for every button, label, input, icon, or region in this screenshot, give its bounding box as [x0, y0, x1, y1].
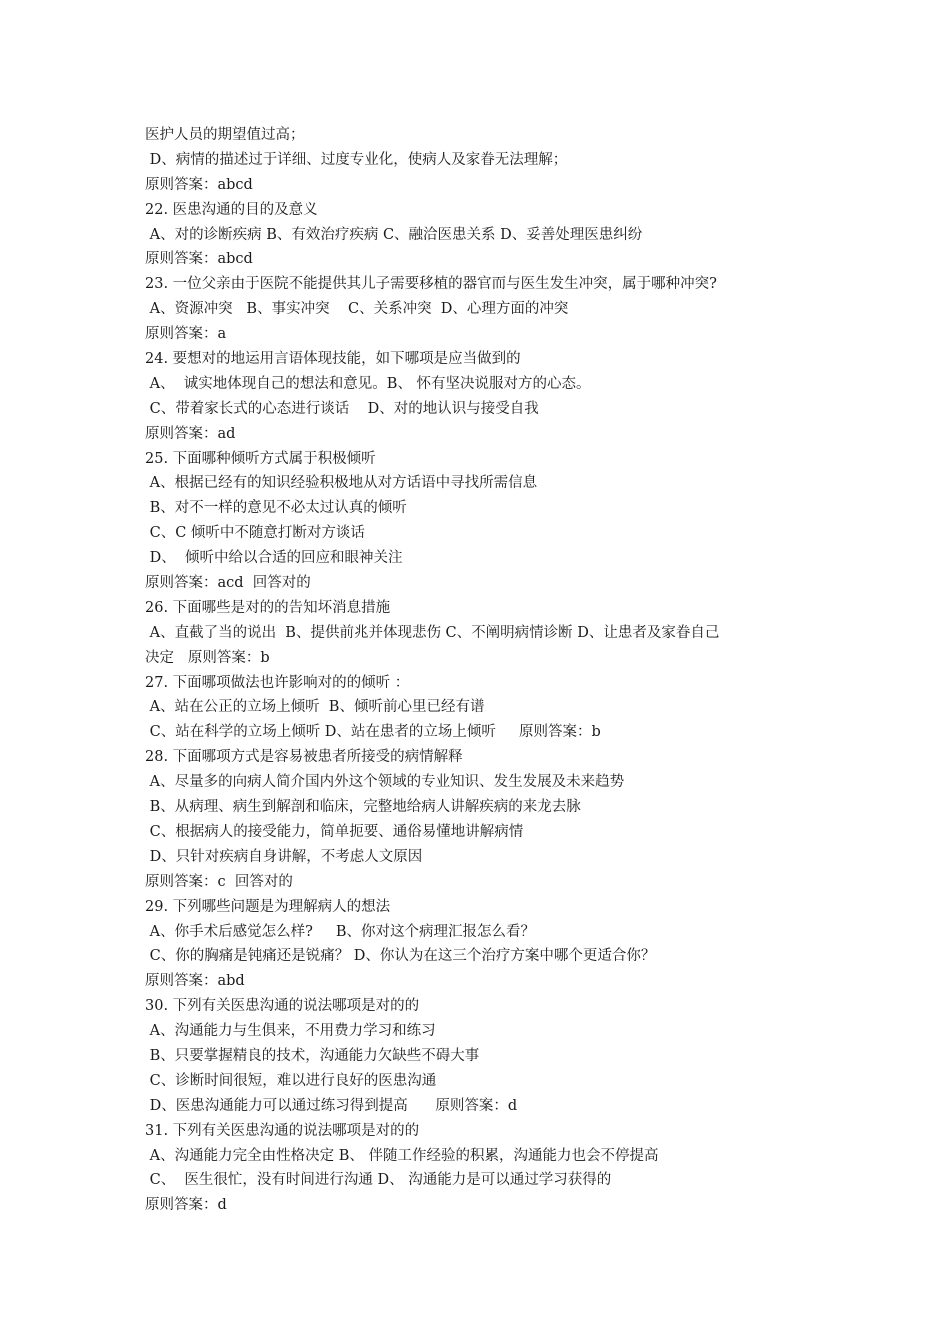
option-line: B、只要掌握精良的技术，沟通能力欠缺些不碍大事	[145, 1047, 480, 1064]
option-line: A、沟通能力完全由性格决定 B、 伴随工作经验的积累，沟通能力也会不停提高	[145, 1147, 659, 1164]
option-line: B、对不一样的意见不必太过认真的倾听	[145, 500, 407, 517]
answer-line: 决定 原则答案：b	[145, 649, 270, 666]
option-line: C、你的胸痛是钝痛还是锐痛？ D、你认为在这三个治疗方案中哪个更适合你？	[145, 948, 656, 965]
option-line: C、站在科学的立场上倾听 D、站在患者的立场上倾听 原则答案：b	[145, 724, 601, 741]
option-line: A、沟通能力与生俱来，不用费力学习和练习	[145, 1023, 436, 1040]
option-line: A、尽量多的向病人简介国内外这个领域的专业知识、发生发展及未来趋势	[145, 774, 625, 791]
question-25: 25. 下面哪种倾听方式属于积极倾听	[145, 450, 376, 467]
option-line: A、站在公正的立场上倾听 B、倾听前心里已经有谱	[145, 699, 485, 716]
question-27: 27. 下面哪项做法也许影响对的的倾听 ：	[145, 674, 410, 691]
question-24: 24. 要想对的地运用言语体现技能，如下哪项是应当做到的	[145, 351, 521, 368]
question-30: 30. 下列有关医患沟通的说法哪项是对的的	[145, 998, 420, 1015]
question-28: 28. 下面哪项方式是容易被患者所接受的病情解释	[145, 749, 463, 766]
answer-line: 原则答案：ad	[145, 425, 236, 442]
question-26: 26. 下面哪些是对的的告知坏消息措施	[145, 599, 391, 616]
option-line: C、根据病人的接受能力，简单扼要、通俗易懂地讲解病情	[145, 823, 524, 840]
question-29: 29. 下列哪些问题是为理解病人的想法	[145, 898, 391, 915]
question-31: 31. 下列有关医患沟通的说法哪项是对的的	[145, 1122, 420, 1139]
option-line: B、从病理、病生到解剖和临床，完整地给病人讲解疾病的来龙去脉	[145, 799, 581, 816]
text-line: 医护人员的期望值过高；	[145, 127, 305, 143]
option-line: C、诊断时间很短，难以进行良好的医患沟通	[145, 1072, 437, 1089]
option-line: C、带着家长式的心态进行谈话 D、对的地认识与接受自我	[145, 400, 539, 417]
answer-line: 原则答案：acd 回答对的	[145, 575, 311, 592]
option-line: C、C 倾听中不随意打断对方谈话	[145, 525, 365, 542]
question-23: 23. 一位父亲由于医院不能提供其儿子需要移植的器官而与医生发生冲突，属于哪种冲突?	[145, 276, 717, 293]
document-body	[145, 123, 825, 1218]
option-line: A、 诚实地体现自己的想法和意见。B、 怀有坚决说服对方的心态。	[145, 375, 591, 392]
option-line: C、 医生很忙，没有时间进行沟通 D、 沟通能力是可以通过学习获得的	[145, 1172, 612, 1189]
answer-line: 原则答案：abd	[145, 973, 245, 990]
answer-line: 原则答案：abcd	[145, 251, 253, 268]
option-line: D、 倾听中给以合适的回应和眼神关注	[145, 550, 403, 567]
option-line: A、资源冲突 B、事实冲突 C、关系冲突 D、心理方面的冲突	[145, 301, 569, 318]
option-line: D、病情的描述过于详细、过度专业化，使病人及家眷无法理解；	[145, 151, 568, 168]
option-line: D、只针对疾病自身讲解，不考虑人文原因	[145, 848, 423, 865]
question-22: 22. 医患沟通的目的及意义	[145, 201, 318, 218]
option-line: A、对的诊断疾病 B、有效治疗疾病 C、融洽医患关系 D、妥善处理医患纠纷	[145, 226, 643, 243]
answer-line: 原则答案：a	[145, 326, 227, 343]
option-line: A、直截了当的说出 B、提供前兆并体现悲伤 C、不阐明病情诊断 D、让患者及家眷自己	[145, 624, 720, 641]
answer-line: 原则答案：c 回答对的	[145, 873, 293, 890]
option-line: D、医患沟通能力可以通过练习得到提高 原则答案：d	[145, 1097, 518, 1114]
option-line: A、根据已经有的知识经验积极地从对方话语中寻找所需信息	[145, 475, 538, 492]
answer-line: 原则答案：d	[145, 1197, 227, 1214]
answer-line: 原则答案：abcd	[145, 176, 253, 193]
option-line: A、你手术后感觉怎么样? B、你对这个病理汇报怎么看？	[145, 923, 536, 940]
